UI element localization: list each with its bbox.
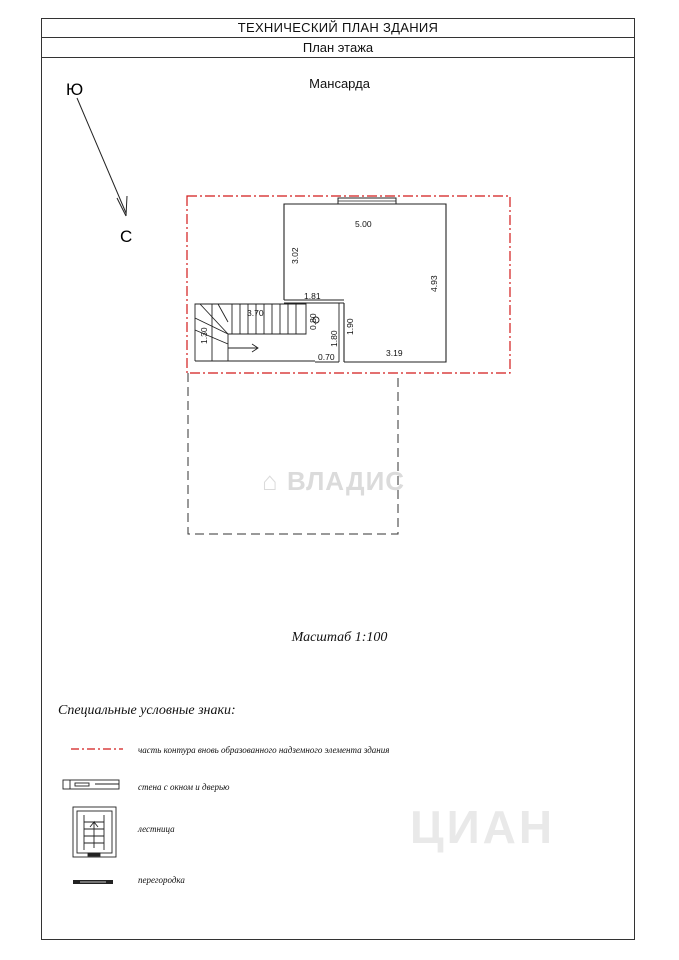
compass-north-letter: С (120, 227, 133, 246)
watermark-cian: ЦИАН (410, 801, 556, 853)
dim-left-upper: 3.02 (290, 247, 300, 264)
dimension-labels (199, 219, 439, 362)
dim-right-height: 4.93 (429, 275, 439, 292)
document-subtitle: План этажа (41, 38, 635, 58)
compass-arrow (77, 98, 126, 213)
document-title: ТЕХНИЧЕСКИЙ ПЛАН ЗДАНИЯ (41, 18, 635, 38)
legend-item-stair: лестница (138, 824, 175, 834)
dim-small-a: 0.80 (308, 313, 318, 330)
scale-label: Масштаб 1:100 (291, 630, 388, 645)
dim-mid-width: 1.81 (304, 291, 321, 301)
legend-title: Специальные условные знаки: (58, 703, 236, 718)
legend-item-partition: перегородка (138, 875, 185, 885)
legend-symbols (63, 749, 123, 884)
dim-stair-length: 3.70 (247, 308, 264, 318)
lower-floor-outline (188, 373, 398, 534)
legend-item-contour: часть контура вновь образованного надземного элемента здания (138, 745, 390, 755)
legend-partition-symbol (73, 880, 113, 884)
legend-item-wall: стена с окном и дверью (138, 782, 230, 792)
dim-top-width: 5.00 (355, 219, 372, 229)
window (338, 198, 396, 204)
dim-door-width: 0.70 (318, 352, 335, 362)
floor-name: Мансарда (309, 76, 370, 91)
compass (66, 80, 132, 246)
dim-bottom-width: 3.19 (386, 348, 403, 358)
dim-small-c: 1.90 (345, 318, 355, 335)
watermark-vladis: ⌂ ВЛАДИС (262, 466, 406, 496)
dim-small-b: 1.80 (329, 330, 339, 347)
legend-wall-symbol (63, 780, 119, 789)
contour-outline (187, 196, 510, 373)
legend-stair-symbol (73, 807, 116, 857)
compass-south-letter: Ю (66, 80, 84, 99)
dim-stair-width: 1.30 (199, 327, 209, 344)
